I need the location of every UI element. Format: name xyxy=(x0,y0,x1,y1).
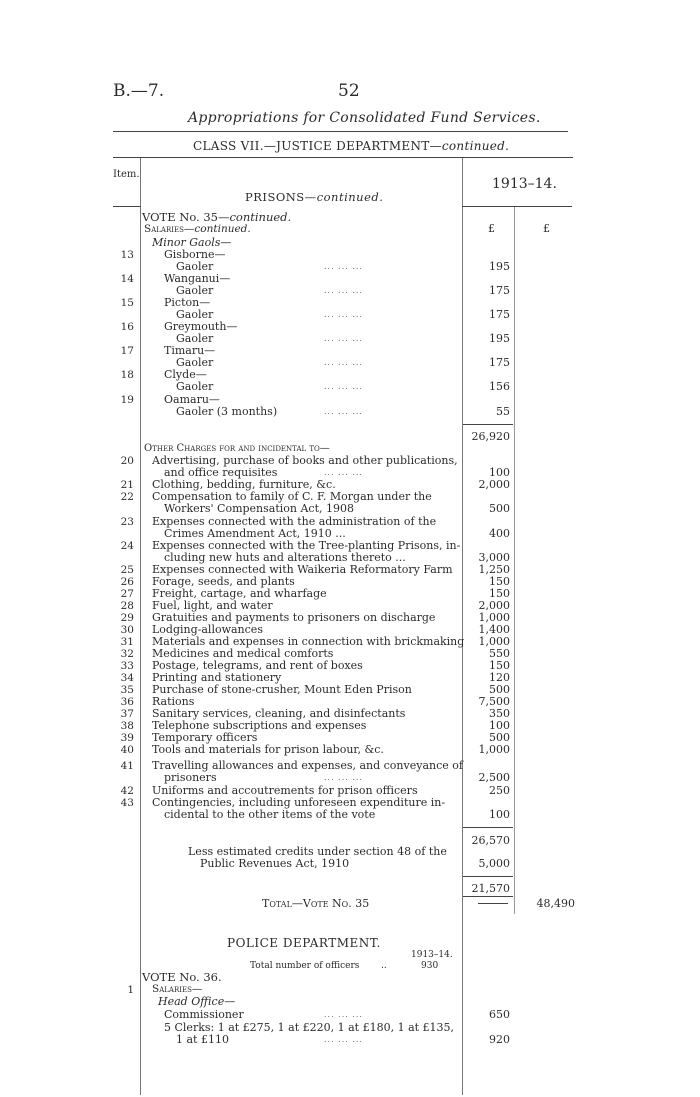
amount: 150 xyxy=(489,575,510,588)
vote-total-row xyxy=(0,898,700,910)
subtotal-rule xyxy=(463,424,513,425)
item-number: 35 xyxy=(120,684,134,696)
police-position: Commissioner xyxy=(164,1008,244,1021)
gaol-place: Clyde— xyxy=(164,368,207,381)
table-row xyxy=(0,321,700,333)
table-row xyxy=(0,357,700,369)
charge-description-cont: prisoners xyxy=(164,771,217,784)
amount: 1,000 xyxy=(478,743,510,756)
amount: 500 xyxy=(489,502,510,515)
table-row xyxy=(0,406,700,418)
charge-description: Medicines and medical comforts xyxy=(152,647,334,660)
vote-35-heading: VOTE No. 35—continued. xyxy=(142,210,292,224)
table-row xyxy=(0,381,700,393)
charge-description: Clothing, bedding, furniture, &c. xyxy=(152,478,336,491)
table-row xyxy=(0,261,700,273)
police-salaries-heading: Salaries— xyxy=(152,983,203,995)
gaol-role: Gaoler xyxy=(176,356,214,369)
table-row xyxy=(0,684,700,696)
leader-dots: ... ... ... xyxy=(324,310,363,319)
charge-description: Forage, seeds, and plants xyxy=(152,575,295,588)
charge-description: Sanitary services, cleaning, and disinfectants xyxy=(152,707,406,720)
item-number: 19 xyxy=(120,394,134,406)
amount: 1,000 xyxy=(478,635,510,648)
table-row xyxy=(0,345,700,357)
table-row xyxy=(0,744,700,756)
charge-description: Uniforms and accoutrements for prison officers xyxy=(152,784,418,797)
table-row xyxy=(0,636,700,648)
table-row xyxy=(0,1022,700,1034)
gaol-role: Gaoler xyxy=(176,284,214,297)
police-position-cont: 1 at £110 xyxy=(176,1033,229,1046)
credits-description-cont: Public Revenues Act, 1910 xyxy=(200,857,350,870)
gaol-place: Gisborne— xyxy=(164,248,226,261)
charge-description: Temporary officers xyxy=(152,731,258,744)
year-column-header: 1913–14. xyxy=(492,176,557,192)
item-header-underline xyxy=(113,206,141,207)
gaol-role: Gaoler xyxy=(176,308,214,321)
charge-description: Tools and materials for prison labour, &c. xyxy=(152,743,384,756)
item-number: 23 xyxy=(120,516,134,528)
amount: 7,500 xyxy=(478,695,510,708)
credits-amount: 5,000 xyxy=(478,857,510,870)
table-row xyxy=(0,612,700,624)
table-row xyxy=(0,309,700,321)
item-number: 36 xyxy=(120,696,134,708)
charge-description-cont: cidental to the other items of the vote xyxy=(164,808,376,821)
amount: 175 xyxy=(489,308,510,321)
salaries-subtotal-row xyxy=(0,431,700,443)
net-other-charges: 21,570 xyxy=(471,882,510,895)
item-number: 37 xyxy=(120,708,134,720)
officers-dots: .. xyxy=(381,961,387,971)
leader-dots: ... ... ... xyxy=(324,262,363,271)
item-number: 33 xyxy=(120,660,134,672)
table-row xyxy=(0,455,700,467)
table-row xyxy=(0,394,700,406)
item-number: 34 xyxy=(120,672,134,684)
leader-dots: ... ... ... xyxy=(324,1035,363,1044)
leader-dots: ... ... ... xyxy=(324,407,363,416)
item-number: 26 xyxy=(120,576,134,588)
charge-description: Expenses connected with the Tree-planting Prisons, in- xyxy=(152,539,461,552)
item-number: 25 xyxy=(120,564,134,576)
table-row xyxy=(0,369,700,381)
gaol-role: Gaoler xyxy=(176,380,214,393)
amount: 920 xyxy=(489,1033,510,1046)
gaol-role: Gaoler xyxy=(176,260,214,273)
charge-description-cont: and office requisites xyxy=(164,466,278,479)
vote-total-amount: 48,490 xyxy=(536,897,575,910)
amount: 1,400 xyxy=(478,623,510,636)
police-department-title: POLICE DEPARTMENT. xyxy=(227,936,381,950)
charge-description: Expenses connected with Waikeria Reformatory Farm xyxy=(152,563,453,576)
credits-row xyxy=(0,846,700,858)
leader-dots: ... ... ... xyxy=(324,1010,363,1019)
item-number: 14 xyxy=(120,273,134,285)
amount: 500 xyxy=(489,731,510,744)
charge-description: Travelling allowances and expenses, and conveyance of xyxy=(152,759,463,772)
table-row xyxy=(0,333,700,345)
gaol-place: Oamaru— xyxy=(164,393,220,406)
item-column-header: Item. xyxy=(113,169,140,180)
item-number: 32 xyxy=(120,648,134,660)
credits-description: Less estimated credits under section 48 of the xyxy=(188,845,447,858)
item-number: 17 xyxy=(120,345,134,357)
vote-total-label: Total—Vote No. 35 xyxy=(262,897,370,910)
table-row xyxy=(0,588,700,600)
charge-description: Expenses connected with the administration of the xyxy=(152,515,437,528)
minor-gaols-heading: Minor Gaols— xyxy=(152,236,232,249)
other-charges-heading: Other Charges for and incidental to— xyxy=(144,443,330,454)
gaol-place: Greymouth— xyxy=(164,320,238,333)
gaol-role: Gaoler (3 months) xyxy=(176,405,278,418)
table-row xyxy=(0,249,700,261)
leader-dots: ... ... ... xyxy=(324,334,363,343)
amount: 120 xyxy=(489,671,510,684)
table-row xyxy=(0,760,700,772)
item-number: 22 xyxy=(120,491,134,503)
amount: 175 xyxy=(489,284,510,297)
net-rule xyxy=(463,876,513,877)
charge-description: Contingencies, including unforeseen expenditure in- xyxy=(152,796,446,809)
amount: 156 xyxy=(489,380,510,393)
salaries-heading: Salaries—continued. xyxy=(144,223,251,235)
item-number: 13 xyxy=(120,249,134,261)
charge-description: Telephone subscriptions and expenses xyxy=(152,719,367,732)
charge-description-cont: Workers' Compensation Act, 1908 xyxy=(164,502,355,515)
page-number: 52 xyxy=(338,81,360,101)
charge-description: Gratuities and payments to prisoners on discharge xyxy=(152,611,436,624)
item-number: 29 xyxy=(120,612,134,624)
table-row xyxy=(0,564,700,576)
table-row xyxy=(0,660,700,672)
table-row xyxy=(0,503,700,515)
table-row xyxy=(0,720,700,732)
header-rule xyxy=(113,131,568,132)
amount: 150 xyxy=(489,659,510,672)
amount: 350 xyxy=(489,707,510,720)
table-row xyxy=(0,516,700,528)
amount: 550 xyxy=(489,647,510,660)
table-row xyxy=(0,809,700,821)
amount: 100 xyxy=(489,808,510,821)
class-heading: CLASS VII.—JUSTICE DEPARTMENT—continued. xyxy=(193,139,510,153)
gaol-place: Wanganui— xyxy=(164,272,231,285)
amount: 500 xyxy=(489,683,510,696)
item-number: 40 xyxy=(120,744,134,756)
table-row xyxy=(0,285,700,297)
table-row xyxy=(0,772,700,784)
leader-dots: ... ... ... xyxy=(324,773,363,782)
item-number: 30 xyxy=(120,624,134,636)
leader-dots: ... ... ... xyxy=(324,468,363,477)
class-rule xyxy=(113,157,573,158)
charge-description-cont: Crimes Amendment Act, 1910 ... xyxy=(164,527,346,540)
table-row xyxy=(0,576,700,588)
charge-description: Advertising, purchase of books and other publications, xyxy=(152,454,458,467)
table-row xyxy=(0,273,700,285)
item-number: 18 xyxy=(120,369,134,381)
amount: 1,000 xyxy=(478,611,510,624)
amount: 195 xyxy=(489,332,510,345)
police-year: 1913–14. xyxy=(411,950,453,960)
item-number: 31 xyxy=(120,636,134,648)
amount: 1,250 xyxy=(478,563,510,576)
amount: 100 xyxy=(489,466,510,479)
item-number: 38 xyxy=(120,720,134,732)
currency-symbol-2: £ xyxy=(543,222,550,235)
item-number: 15 xyxy=(120,297,134,309)
leader-dots: ... ... ... xyxy=(324,286,363,295)
amount: 2,500 xyxy=(478,771,510,784)
item-number: 43 xyxy=(120,797,134,809)
charge-description: Fuel, light, and water xyxy=(152,599,273,612)
amount: 175 xyxy=(489,356,510,369)
salaries-subtotal: 26,920 xyxy=(471,430,510,443)
charge-description: Postage, telegrams, and rent of boxes xyxy=(152,659,363,672)
charge-description: Printing and stationery xyxy=(152,671,282,684)
officers-count: 930 xyxy=(421,961,439,971)
amount: 3,000 xyxy=(478,551,510,564)
amount: 2,000 xyxy=(478,478,510,491)
item-number: 21 xyxy=(120,479,134,491)
table-row xyxy=(0,297,700,309)
item-number: 28 xyxy=(120,600,134,612)
other-charges-subtotal: 26,570 xyxy=(471,834,510,847)
document-reference: B.—7. xyxy=(113,81,165,101)
vote-total-dash xyxy=(478,903,508,904)
item-number: 41 xyxy=(120,760,134,772)
item-number: 39 xyxy=(120,732,134,744)
charge-description: Rations xyxy=(152,695,195,708)
currency-symbol-1: £ xyxy=(488,222,495,235)
net-row xyxy=(0,883,700,895)
page-title: Appropriations for Consolidated Fund Services. xyxy=(188,110,541,126)
gaol-place: Timaru— xyxy=(164,344,216,357)
charge-description: Lodging-allowances xyxy=(152,623,263,636)
credits-row-cont xyxy=(0,858,700,870)
amount: 100 xyxy=(489,719,510,732)
table-row xyxy=(0,1009,700,1021)
amount: 195 xyxy=(489,260,510,273)
amount: 650 xyxy=(489,1008,510,1021)
head-office-heading: Head Office— xyxy=(158,995,236,1008)
amount: 250 xyxy=(489,784,510,797)
item-number: 42 xyxy=(120,785,134,797)
police-item-row xyxy=(0,984,700,996)
charge-description: Materials and expenses in connection with brickmaking xyxy=(152,635,465,648)
gaol-place: Picton— xyxy=(164,296,211,309)
table-row xyxy=(0,467,700,479)
amount: 150 xyxy=(489,587,510,600)
amount: 400 xyxy=(489,527,510,540)
charge-description: Compensation to family of C. F. Morgan under the xyxy=(152,490,432,503)
police-position: 5 Clerks: 1 at £275, 1 at £220, 1 at £180, 1 at £135, xyxy=(164,1021,455,1034)
charge-description: Freight, cartage, and wharfage xyxy=(152,587,327,600)
year-underline xyxy=(462,206,572,207)
item-number: 1 xyxy=(127,984,134,996)
leader-dots: ... ... ... xyxy=(324,358,363,367)
other-charges-rule xyxy=(463,827,513,828)
item-number: 27 xyxy=(120,588,134,600)
net-underline xyxy=(463,896,513,897)
officers-label: Total number of officers xyxy=(250,961,360,971)
leader-dots: ... ... ... xyxy=(324,382,363,391)
item-number: 24 xyxy=(120,540,134,552)
amount: 55 xyxy=(496,405,510,418)
table-row xyxy=(0,1034,700,1046)
item-number: 16 xyxy=(120,321,134,333)
item-number: 20 xyxy=(120,455,134,467)
charge-description: Purchase of stone-crusher, Mount Eden Prison xyxy=(152,683,412,696)
gaol-role: Gaoler xyxy=(176,332,214,345)
vote-36-heading: VOTE No. 36. xyxy=(142,970,222,984)
charge-description-cont: cluding new huts and alterations thereto ... xyxy=(164,551,406,564)
prisons-section-title: PRISONS—continued. xyxy=(245,190,384,204)
amount: 2,000 xyxy=(478,599,510,612)
